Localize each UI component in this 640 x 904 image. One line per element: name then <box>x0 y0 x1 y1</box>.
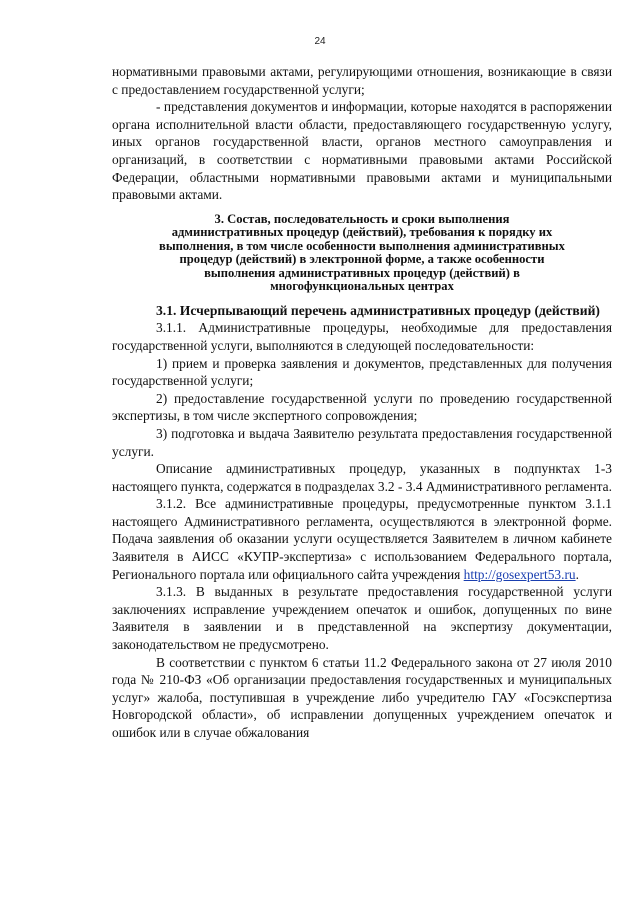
section-heading-line: административных процедур (действий), требования к порядку их <box>171 225 553 240</box>
page-number: 24 <box>314 36 326 47</box>
list-item-1: 1) прием и проверка заявления и документов, представленных для получения государственной услуги; <box>112 355 612 389</box>
gosexpert-link[interactable]: http://gosexpert53.ru <box>463 566 576 582</box>
intro-paragraph-2: - представления документов и информации, которые находятся в распоряжении органа исполнительной власти области, предоставляющего государственную услугу, иных органов государственной власти, органов местного самоуправления и организаций, в соответствии с нормативными правовыми актами Российской Федерации, областными нормативными правовыми актами и муниципальными правовыми актами. <box>112 99 612 203</box>
intro-paragraph-1: нормативными правовыми актами, регулирующими отношения, возникающие в связи с предоставлением государственной услуги; <box>112 64 612 97</box>
list-item-2: 2) предоставление государственной услуги по проведению государственной экспертизы, в том числе экспертного сопровождения; <box>112 390 612 424</box>
description-paragraph: Описание административных процедур, указанных в подпунктах 1-3 настоящего пункта, содержатся в подразделах 3.2 - 3.4 Административного регламента. <box>112 461 612 494</box>
paragraph-3-1-3: 3.1.3. В выданных в результате предоставления государственной услуги заключениях исправление учреждением опечаток и ошибок, допущенных по вине Заявителя в заявлении и в представленной на экспертизу документации, законодательством не предусмотрено. <box>112 584 612 653</box>
paragraph-3-1-2 <box>112 495 612 583</box>
paragraph-3-1-2-end: . <box>575 566 579 582</box>
section-heading-line: выполнения административных процедур (действий) в <box>204 265 520 280</box>
paragraph-3-1-2-text: 3.1.2. Все административные процедуры, предусмотренные пунктом 3.1.1 настоящего Административного регламента, осуществляются в электронной форме. Подача заявления об оказании услуги осуществляется Заявителем в личном кабинете Заявителя в АИСС «КУПР-экспертиза» с использованием Федерального портала, Регионального портала или официального сайта учреждения <box>112 496 612 582</box>
section-heading-line: многофункциональных центрах <box>270 279 454 294</box>
section-heading-line: 3. Состав, последовательность и сроки выполнения <box>214 211 510 226</box>
subsection-title: 3.1. Исчерпывающий перечень административных процедур (действий) <box>156 302 600 318</box>
document-body <box>112 63 612 742</box>
section-heading <box>112 213 612 294</box>
law-paragraph: В соответствии с пунктом 6 статьи 11.2 Федерального закона от 27 июля 2010 года № 210-ФЗ «Об организации предоставления государственных и муниципальных услуг» жалоба, поступившая в учреждение либо учредителю ГАУ «Госэкспертиза Новгородской области», об исправлении допущенных учреждением опечаток и ошибок или в случае обжалования <box>112 654 612 740</box>
section-heading-line: процедур (действий) в электронной форме, а также особенности <box>179 252 545 267</box>
list-item-3: 3) подготовка и выдача Заявителю результата предоставления государственной услуги. <box>112 425 612 459</box>
paragraph-3-1-1: 3.1.1. Административные процедуры, необходимые для предоставления государственной услуги, выполняются в следующей последовательности: <box>112 320 612 353</box>
section-heading-line: выполнения, в том числе особенности выполнения административных <box>159 238 565 253</box>
